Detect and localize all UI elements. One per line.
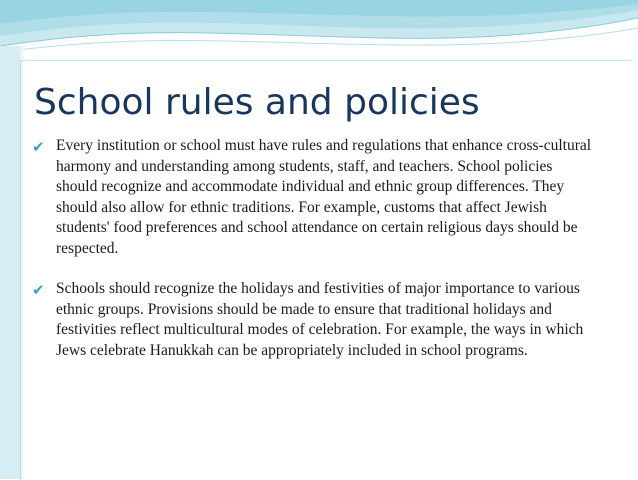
bullet-text: Every institution or school must have rules and regulations that enhance cross-cultural harmony and understanding among students, staff, and teachers. School policies should recognize and accommodate individual and ethnic group differences. They should also allow for ethnic traditions. For example, customs that affect Jewish students' food preferences and school attendance on certain religious days should be respected. <box>56 137 592 257</box>
decorative-wave-header <box>0 0 638 60</box>
bullet-text: Schools should recognize the holidays and festivities of major importance to various ethnic groups. Provisions should be made to ensure that traditional holidays and festivities reflect multicultural modes of celebration. For example, the ways in which Jews celebrate Hanukkah can be appropriately included in school programs. <box>56 280 584 359</box>
slide-title: School rules and policies <box>34 82 480 123</box>
bullet-list <box>32 136 592 361</box>
bullet-item <box>32 279 592 361</box>
check-bullet-icon: ✔ <box>32 281 45 299</box>
bullet-item <box>32 136 592 259</box>
check-bullet-icon: ✔ <box>32 138 45 156</box>
decorative-left-bar <box>0 46 20 479</box>
